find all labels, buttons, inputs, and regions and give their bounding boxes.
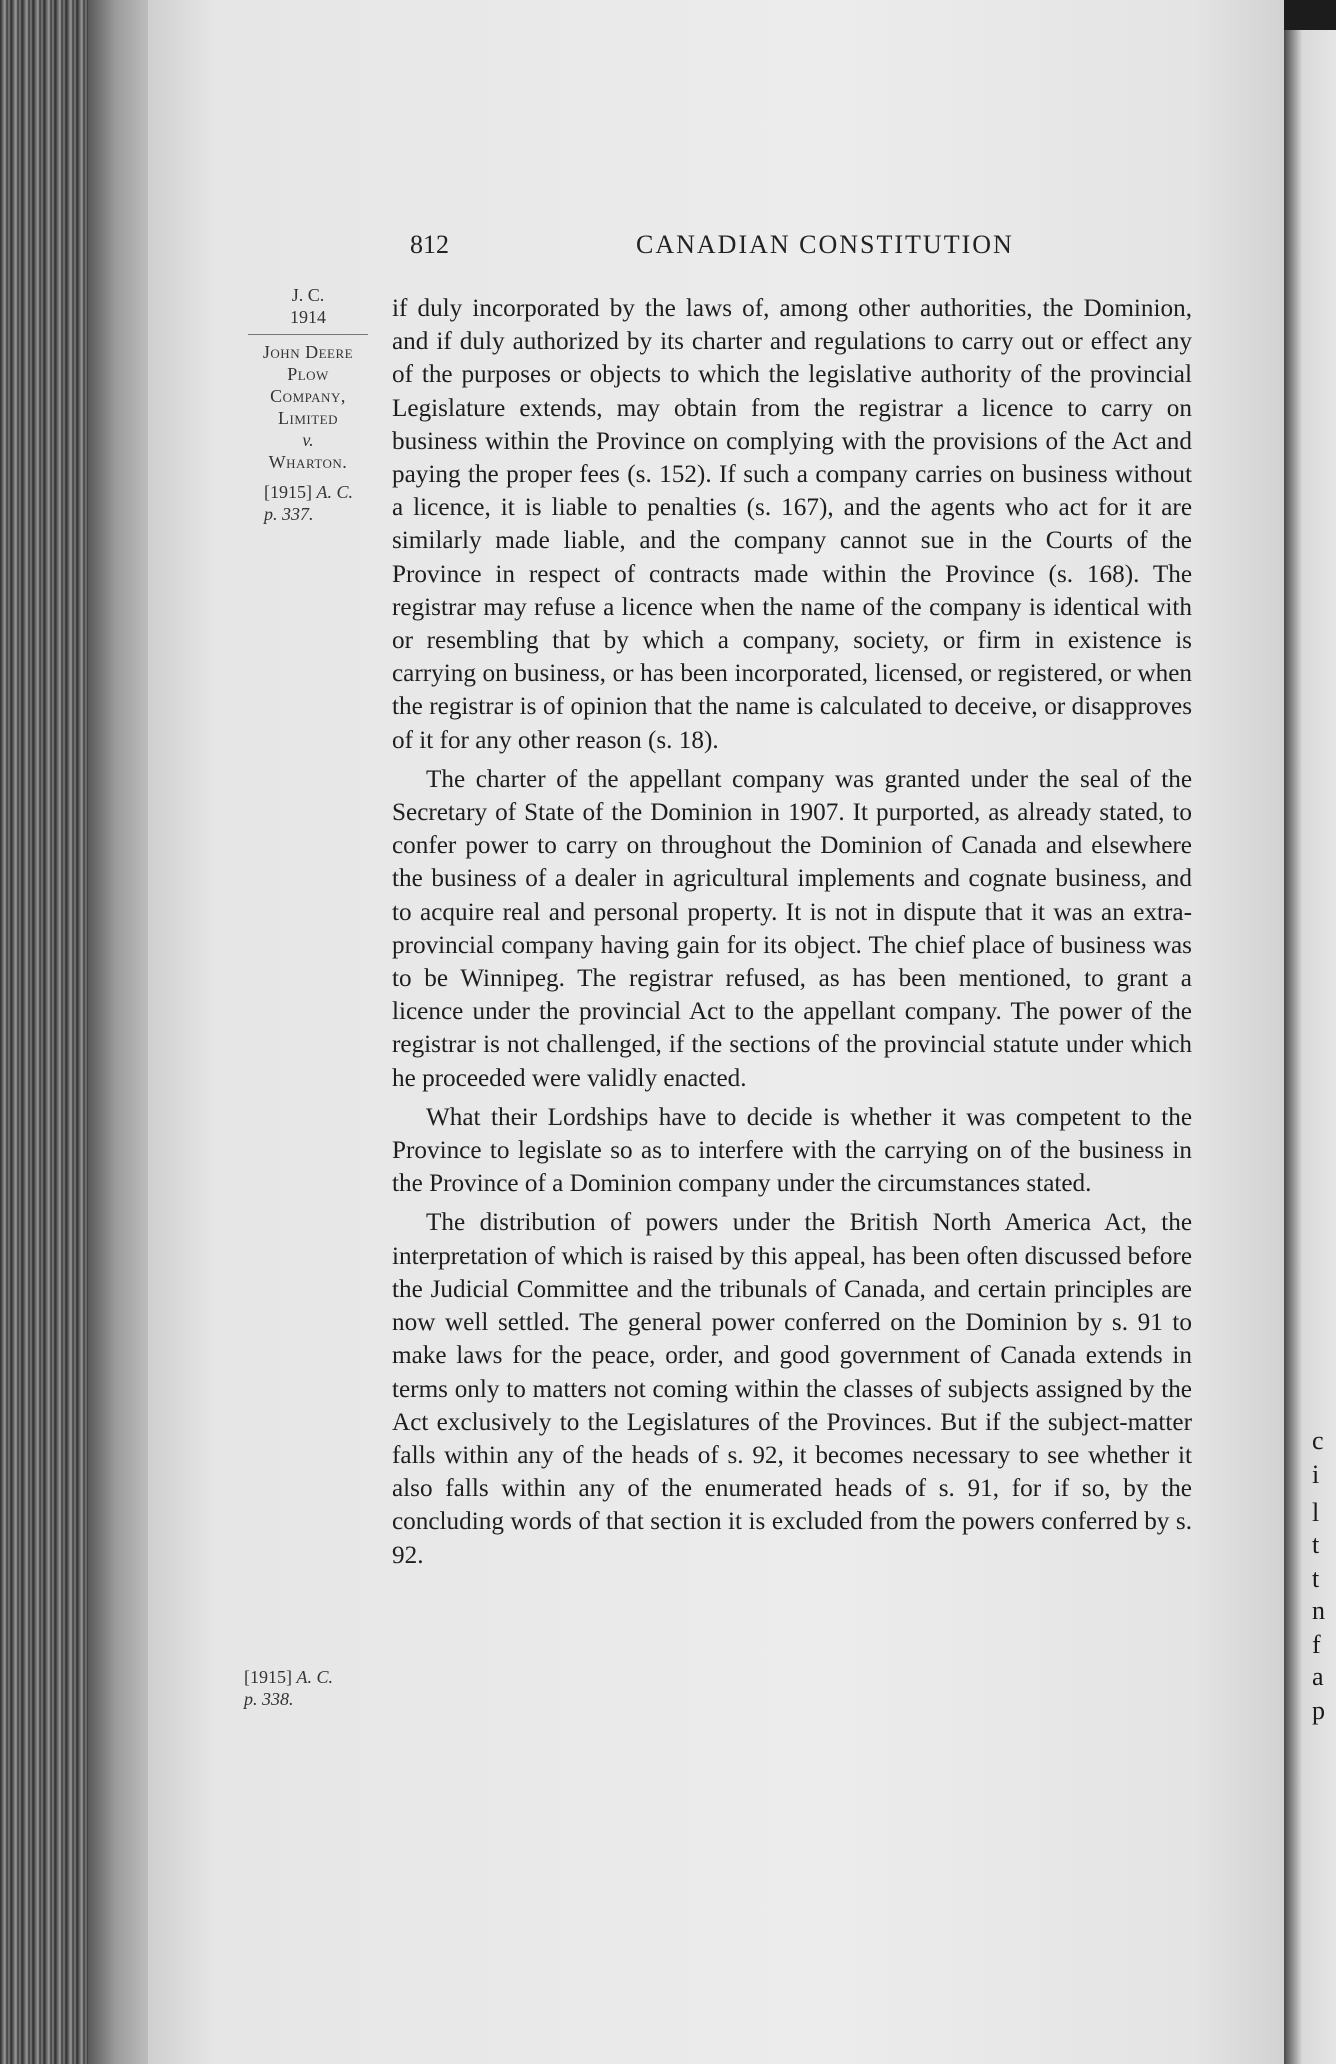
next-page-fragment: p: [1312, 1696, 1325, 1725]
cite-year: [1915]: [264, 482, 312, 502]
case-name-line: John Deere: [262, 342, 354, 362]
next-page-fragment: a: [1312, 1662, 1324, 1691]
next-page-fragment: t: [1312, 1530, 1320, 1559]
cite-page: p. 337.: [264, 504, 314, 524]
court-abbrev: J. C.: [291, 285, 325, 305]
case-name-line: Plow: [287, 364, 329, 384]
gutter-shadow: [88, 0, 148, 2064]
next-page-fragment: i: [1312, 1460, 1320, 1489]
cite-page: p. 338.: [244, 1689, 294, 1709]
case-name-line: Wharton.: [268, 452, 348, 472]
case-versus: v.: [302, 430, 314, 450]
paragraph: The distribution of powers under the British North America Act, the interpretation of which is raised by this appeal, has been often discussed before the Judicial Committee and the tribunals of Canada, and certain principles are now well settled. The general power conferred on the Dominion by s. 91 to make laws for the peace, order, and good government of Canada extends in terms only to matters not coming within the classes of subjects assigned by the Act exclusively to the Legislatures of the Provinces. But if the subject-matter falls within any of the heads of s. 92, it becomes necessary to see whether it also falls within any of the enumerated heads of s. 91, for if so, by the concluding words of that section it is excluded from the powers conferred by s. 92.: [392, 1209, 1192, 1569]
next-page-fragment: n: [1312, 1596, 1325, 1625]
running-head: [410, 230, 1100, 270]
decision-year: 1914: [290, 307, 326, 327]
book-edge: [0, 0, 88, 2064]
paragraph: The charter of the appellant company was granted under the seal of the Secretary of State of the Dominion in 1907. It purported, as already stated, to confer power to carry on throughout the Dominion of Canada and elsewhere the business of a dealer in agricultural implements and cognate business, and to acquire real and personal property. It is not in dispute that it was an extra-provincial company having gain for its object. The chief place of business was to be Winnipeg. The registrar refused, as has been mentioned, to grant a licence under the provincial Act to the appellant company. The power of the registrar is not challenged, if the sections of the provincial statute under which he proceeded were validly enacted.: [392, 765, 1192, 1092]
paragraph: What their Lordships have to decide is whether it was competent to the Province to legislate so as to interfere with the carrying on of the business in the Province of a Dominion company under the circumstances stated.: [392, 1103, 1192, 1198]
cite-report: A. C.: [316, 482, 354, 502]
next-page-fragment: t: [1312, 1564, 1320, 1593]
margin-notes: [228, 284, 388, 525]
paragraph: if duly incorporated by the laws of, among other authorities, the Dominion, and if duly authorized by its charter and regulations to carry out or effect any of the purposes or objects to which the legislative authority of the provincial Legislature extends, may obtain from the registrar a licence to carry on business within the Province on complying with the provisions of the Act and paying the proper fees (s. 152). If such a company carries on business without a licence, it is liable to penalties (s. 167), and the agents who act for it are similarly made liable, and the company cannot sue in the Courts of the Province in respect of contracts made within the Province (s. 168). The registrar may refuse a licence when the name of the company is identical with or resembling that by which a company, society, or firm in existence is carrying on business, or has been incorporated, licensed, or registered, or when the registrar is of opinion that the name is calculated to deceive, or disapproves of it for any other reason (s. 18).: [392, 295, 1192, 754]
report-citation-top: [228, 481, 388, 525]
report-citation-bottom: [244, 1666, 364, 1710]
margin-divider: [248, 334, 368, 335]
next-page-edge: [1284, 30, 1336, 2064]
next-page-fragment: f: [1312, 1630, 1321, 1659]
cite-report: A. C.: [296, 1667, 334, 1687]
body-text: [392, 292, 1192, 1578]
case-name-line: Company,: [270, 386, 346, 406]
page-number: 812: [410, 230, 449, 259]
case-name-line: Limited: [278, 408, 338, 428]
next-page-fragment: c: [1312, 1426, 1324, 1455]
next-page-fragment: l: [1312, 1498, 1320, 1527]
cite-year: [1915]: [244, 1667, 292, 1687]
page-title: CANADIAN CONSTITUTION: [636, 230, 1014, 259]
